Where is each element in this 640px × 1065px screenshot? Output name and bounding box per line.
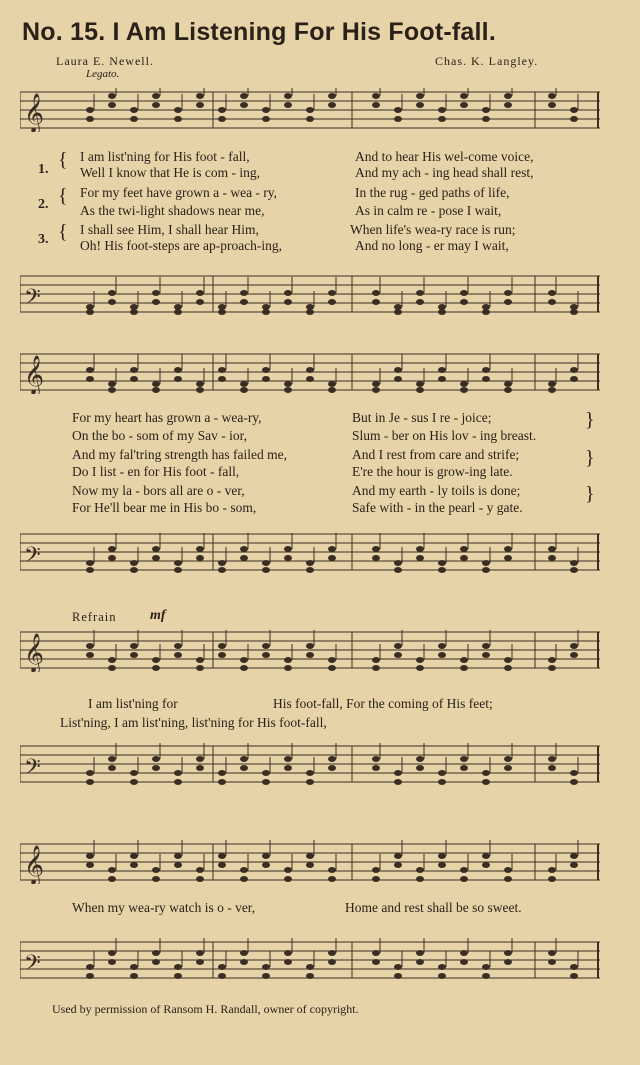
author-credit: Laura E. Newell. bbox=[56, 54, 154, 68]
lyric-line: Now my la - bors all are o - ver, bbox=[72, 483, 245, 498]
brace-glyph: } bbox=[585, 483, 595, 505]
dynamic-marking: mf bbox=[150, 608, 166, 623]
treble-staff-2 bbox=[20, 350, 600, 394]
svg-text:𝄢: 𝄢 bbox=[24, 951, 41, 981]
verse-number: 3. bbox=[38, 232, 49, 247]
lyric-line: Oh! His foot-steps are ap-proach-ing, bbox=[80, 238, 283, 253]
lyric-line: For my feet have grown a - wea - ry, bbox=[80, 185, 278, 200]
copyright-note: Used by permission of Ransom H. Randall, owner of copyright. bbox=[52, 1002, 359, 1016]
svg-text:𝄢: 𝄢 bbox=[24, 285, 41, 315]
brace-glyph: { bbox=[58, 185, 68, 207]
bass-staff-2 bbox=[20, 530, 600, 574]
lyric-line: I shall see Him, I shall hear Him, bbox=[80, 222, 259, 237]
lyric-line: And no long - er may I wait, bbox=[355, 238, 509, 253]
lyric-line: And to hear His wel-come voice, bbox=[355, 149, 534, 164]
svg-text:𝄢: 𝄢 bbox=[24, 543, 41, 573]
lyric-line: When life's wea-ry race is run; bbox=[350, 222, 516, 237]
lyric-line: Well I know that He is com - ing, bbox=[80, 165, 261, 180]
treble-staff-3 bbox=[20, 628, 600, 672]
tempo-marking: Legato. bbox=[86, 68, 120, 80]
lyric-line: For He'll bear me in His bo - som, bbox=[72, 500, 257, 515]
lyric-line: And I rest from care and strife; bbox=[352, 447, 520, 462]
brace-glyph: } bbox=[585, 447, 595, 469]
bass-staff-4 bbox=[20, 938, 600, 982]
lyric-line: Do I list - en for His foot - fall, bbox=[72, 464, 240, 479]
svg-text:𝄞: 𝄞 bbox=[24, 845, 45, 884]
brace-glyph: } bbox=[585, 409, 595, 431]
treble-staff-4 bbox=[20, 840, 600, 884]
brace-glyph: { bbox=[58, 221, 68, 243]
composer-credit: Chas. K. Langley. bbox=[435, 54, 539, 68]
lyric-line: And my fal'tring strength has failed me, bbox=[72, 447, 288, 462]
svg-text:𝄢: 𝄢 bbox=[24, 755, 41, 785]
lyric-line: And my earth - ly toils is done; bbox=[352, 483, 521, 498]
verse-number: 2. bbox=[38, 197, 49, 212]
lyric-line: I am list'ning for bbox=[88, 696, 178, 711]
lyric-line: List'ning, I am list'ning, list'ning for His foot-fall, bbox=[60, 715, 327, 730]
lyric-line: As in calm re - pose I wait, bbox=[355, 203, 502, 218]
lyric-line: Safe with - in the pearl - y gate. bbox=[352, 500, 523, 515]
lyric-line: On the bo - som of my Sav - ior, bbox=[72, 428, 247, 443]
lyric-line: Home and rest shall be so sweet. bbox=[345, 900, 522, 915]
treble-staff-1 bbox=[20, 88, 600, 132]
verse-number: 1. bbox=[38, 162, 49, 177]
hymn-title: No. 15. I Am Listening For His Foot-fall. bbox=[22, 18, 496, 46]
lyric-line: When my wea-ry watch is o - ver, bbox=[72, 900, 256, 915]
lyric-line: E're the hour is grow-ing late. bbox=[352, 464, 513, 479]
svg-text:𝄞: 𝄞 bbox=[24, 633, 45, 672]
bass-staff-1 bbox=[20, 272, 600, 316]
lyric-line: In the rug - ged paths of life, bbox=[355, 185, 510, 200]
lyric-line: For my heart has grown a - wea-ry, bbox=[72, 410, 262, 425]
refrain-label: Refrain bbox=[72, 610, 117, 624]
lyric-line: As the twi-light shadows near me, bbox=[80, 203, 265, 218]
brace-glyph: { bbox=[58, 149, 68, 171]
svg-text:𝄞: 𝄞 bbox=[24, 93, 45, 132]
svg-text:𝄞: 𝄞 bbox=[24, 355, 45, 394]
lyric-line: And my ach - ing head shall rest, bbox=[355, 165, 534, 180]
lyric-line: But in Je - sus I re - joice; bbox=[352, 410, 492, 425]
lyric-line: Slum - ber on His lov - ing breast. bbox=[352, 428, 537, 443]
lyric-line: His foot-fall, For the coming of His feet; bbox=[273, 696, 493, 711]
lyric-line: I am list'ning for His foot - fall, bbox=[80, 149, 250, 164]
bass-staff-3 bbox=[20, 742, 600, 786]
